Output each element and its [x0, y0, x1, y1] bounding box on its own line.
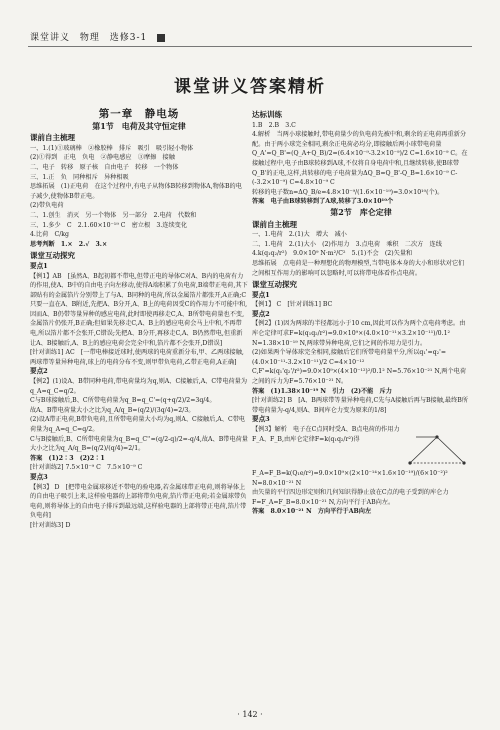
left-line: (2)①得到 正电 负电 ②静电感应 ③摩擦 接触: [30, 154, 175, 162]
left-line: [针对训练2] 7.5×10⁻⁹ C 7.5×10⁻⁹ C: [30, 464, 143, 472]
left-line: 答案 (1)2∶3 (2)2∶1: [30, 454, 105, 462]
right-line: 要点3: [252, 415, 270, 424]
left-line: 【例1】AB [虽然A、B起初都不带电,但带正电的导体C对A、B内的电荷有力的作用,使A、B中的自由电子向左移动,使得A端积累了负电荷,B端带正电荷,其下部贴有的金属箔片分别带上了与A、B同种的电荷,所以金属箔片都张开,A正确;C只要一直在A、B附近,先把A、B分开,A、B上的电荷因受C的作用力不可能中和,因而A、B仍带等量异种的感应电荷,此时即使再移走C,A、B所带电荷量也不变,金属箔片仍张开,B正确;但如果先移走C,A、B上的感应电荷会马上中和,不再带电,所以箔片都不会张开,C错误;先把A、B分开,再移走C,A、B仍然带电,但重新让A、B接触后,A、B上的感应电荷会完全中和,箔片都不会张开,D错误]: [30, 272, 248, 347]
chapter-heading: 第一章 静电场: [98, 108, 180, 120]
section-2-heading: 第2节 库仑定律: [330, 206, 392, 217]
right-line: 转移的电子数n=ΔQ_B/e=4.8×10⁻⁹/(1.6×10⁻¹⁹)=3.0×10¹⁰(个)。: [252, 188, 444, 196]
header-square-icon: [157, 34, 165, 42]
left-line: 二、1.创生 消灭 另一个物体 另一部分 2.电荷 代数和: [30, 211, 197, 219]
left-column: [30, 108, 248, 531]
page-number: · 142 ·: [237, 710, 263, 719]
right-line: (2)如果两个导体球完全相同,接触后它们所带电荷量平分,所以q₁'=q₂'=(4.0×10⁻¹¹-3.2×10⁻¹¹)/2 C=4×10⁻¹² C,F'=k(q₁'q₂'/r²)=9.0×10⁹×(4×10⁻¹²)²/0.1² N=5.76×10⁻²¹ N,两个电荷之间的斥力为F=5.76×10⁻²¹ N。: [252, 349, 467, 386]
right-line: 思维拓展 点电荷是一种理想化的物理模型,当带电体本身的大小和形状对它们之间相互作用力的影响可以忽略时,可以将带电体看作点电荷。: [252, 259, 465, 277]
right-line: [针对训练2] B [A、B两球带等量异种电荷,C先与A接触后再与B接触,最终B所带电荷量为-q/4,则A、B间库仑力变为原来的1/8]: [252, 397, 468, 414]
header-rule: [28, 46, 472, 47]
right-heading-2: 课前自主梳理: [252, 219, 297, 229]
left-line: 二、电子 转移 原子核 自由电子 转移 一个物体: [30, 163, 179, 171]
header-volume: 选修3-1: [109, 33, 148, 43]
left-heading-2: 课堂互动探究: [30, 251, 75, 261]
left-line: 要点1: [30, 261, 48, 270]
right-line: 要点2: [252, 309, 270, 318]
left-line: 故A、B带电荷量大小之比为q_A/q_B=(q/2)/(3q/4)=2/3。: [30, 406, 195, 414]
right-line: 答案 (1)1.38×10⁻¹⁹ N 引力 (2)不能 斥力: [252, 387, 392, 395]
right-line: 4.解析 当两小球接触时,带电荷量少的负电荷先被中和,剩余的正电荷再重新分配。由于两小球完全相同,剩余正电荷必均分,即接触后两小球带电荷量Q_A'=Q_B'=(Q_A+Q_B)/2=(6.4×10⁻⁹-3.2×10⁻⁹)/2 C=1.6×10⁻⁹ C。在接触过程中,电子由B球转移到A球,不仅将自身电荷中和,且继续转移,使B球带Q_B'的正电,这样,共转移的电子电荷量为ΔQ_B=Q_B'-Q_B=1.6×10⁻⁹ C-(-3.2×10⁻⁹) C=4.8×10⁻⁹ C: [252, 131, 468, 187]
right-line: 由矢量的平行四边形定则和几何知识得静止放在C点的电子受到的库仑力F=F_A=F_B=8.0×10⁻²¹ N,方向平行于AB向左。: [252, 489, 449, 506]
right-line: 【例3】解析 电子在C点同时受A、B点电荷的作用力F_A、F_B,由库仑定律F=k(q₁q₂/r²)得F_A=F_B=k(Q₁e/r²)=9.0×10⁹×(2×10⁻¹⁴×1.6×10⁻¹⁹)/(6×10⁻²)² N=8.0×10⁻²¹ N: [252, 426, 448, 487]
left-line: C与B球接触后,B、C所带电荷量为q_B=q_C'=(q+q/2)/2=3q/4。: [30, 397, 216, 405]
left-line: 三、1.正 负 同种相斥 异种相吸: [30, 173, 129, 181]
right-line: 【例2】(1)因为两球的半径都远小于10 cm,因此可以作为两个点电荷考虑。由库仑定律可求F=k(q₁q₂/r²)=9.0×10⁹×(4.0×10⁻¹¹×3.2×10⁻¹¹)/0.1² N=1.38×10⁻¹⁹ N,两球带异种电荷,它们之间的作用力是引力。: [252, 320, 466, 347]
left-line: C与B接触后,B、C所带电荷量为q_B=q_C''=(q/2-q)/2=-q/4,故A、B带电荷量大小之比为q_A/q_B=(q/2)/(q/4)=2/1。: [30, 435, 248, 453]
right-column: [252, 108, 470, 517]
left-line: 【例3】 D [把带电金属球移近不带电的验电器,若金属球带正电荷,则将导体上的自由电子吸引上来,这样验电器的上部将带负电荷,箔片带正电荷;若金属球带负电荷,则将导体上的自由电子排斥到最远端,这样验电器的上部将带正电荷,箔片带负电荷]: [30, 483, 247, 520]
header-subject: 物理: [79, 33, 100, 43]
header-series: 课堂讲义: [30, 33, 71, 43]
left-line: 思考判断 1.× 2.√ 3.×: [30, 240, 108, 248]
left-line: (2)设A带正电荷,B带负电荷,且所带电荷量大小均为q,则A、C接触后,A、C带电荷量为q_A=q_C=q/2。: [30, 416, 246, 433]
left-line: 三、1.多少 C 2.1.60×10⁻¹⁹ C 密立根 3.连续变化: [30, 221, 188, 229]
force-diagram-figure: [404, 425, 470, 469]
right-line: 一、1.电荷 2.(1)大 增大 减小: [252, 231, 347, 239]
right-line: 二、1.电荷 2.(1)大小 (2)作用力 3.点电荷 乘积 二次方 连线 4.k(q₁q₂/r²) 9.0×10⁹ N·m²/C² 5.(1)不会 (2)矢量和: [252, 240, 449, 258]
left-line: 4.比荷 C/kg: [30, 231, 69, 239]
page-title: 课堂讲义答案精析: [174, 77, 326, 97]
section-1-heading: 第1节 电荷及其守恒定律: [92, 120, 186, 131]
running-header: [30, 30, 171, 43]
right-heading-3: 课堂互动探究: [252, 280, 297, 290]
left-line: 要点2: [30, 367, 48, 376]
right-heading-1: 达标训练: [252, 110, 282, 119]
left-line: 要点3: [30, 472, 48, 481]
left-line: 【例2】(1)设A、B带同种电荷,带电荷量均为q,则A、C接触后,A、C带电荷量为q_A=q_C=q/2。: [30, 378, 248, 395]
left-line: [针对训练3] D: [30, 521, 71, 529]
right-line: 答案 8.0×10⁻²¹ N 方向平行于AB向左: [252, 508, 372, 516]
right-line: 答案 电子由B球转移到了A球,转移了3.0×10¹⁰个: [252, 198, 394, 206]
right-line: 1.B 2.B 3.C: [252, 121, 296, 129]
right-line: 【例1】 C [针对训练1] BC: [252, 301, 333, 309]
left-line: 一、1.(1)①玻璃棒 ②橡胶棒 排斥 吸引 吸引轻小物体: [30, 144, 194, 152]
left-line: (2)带负电荷: [30, 202, 64, 210]
right-line: 要点1: [252, 290, 270, 299]
left-line: 思维拓展 (1)正电荷 在这个过程中,有电子从物体B转移到物体A,物体B的电子减少,使物体B带正电。: [30, 183, 242, 200]
left-line: [针对训练1] AC [一带电棒接近球时,使两球的电荷重新分布,甲、乙两球接触,两球带等量异种电荷,球上的电荷分布不变,则甲带负电荷,乙带正电荷,A正确]: [30, 349, 244, 366]
left-heading-1: 课前自主梳理: [30, 133, 75, 143]
